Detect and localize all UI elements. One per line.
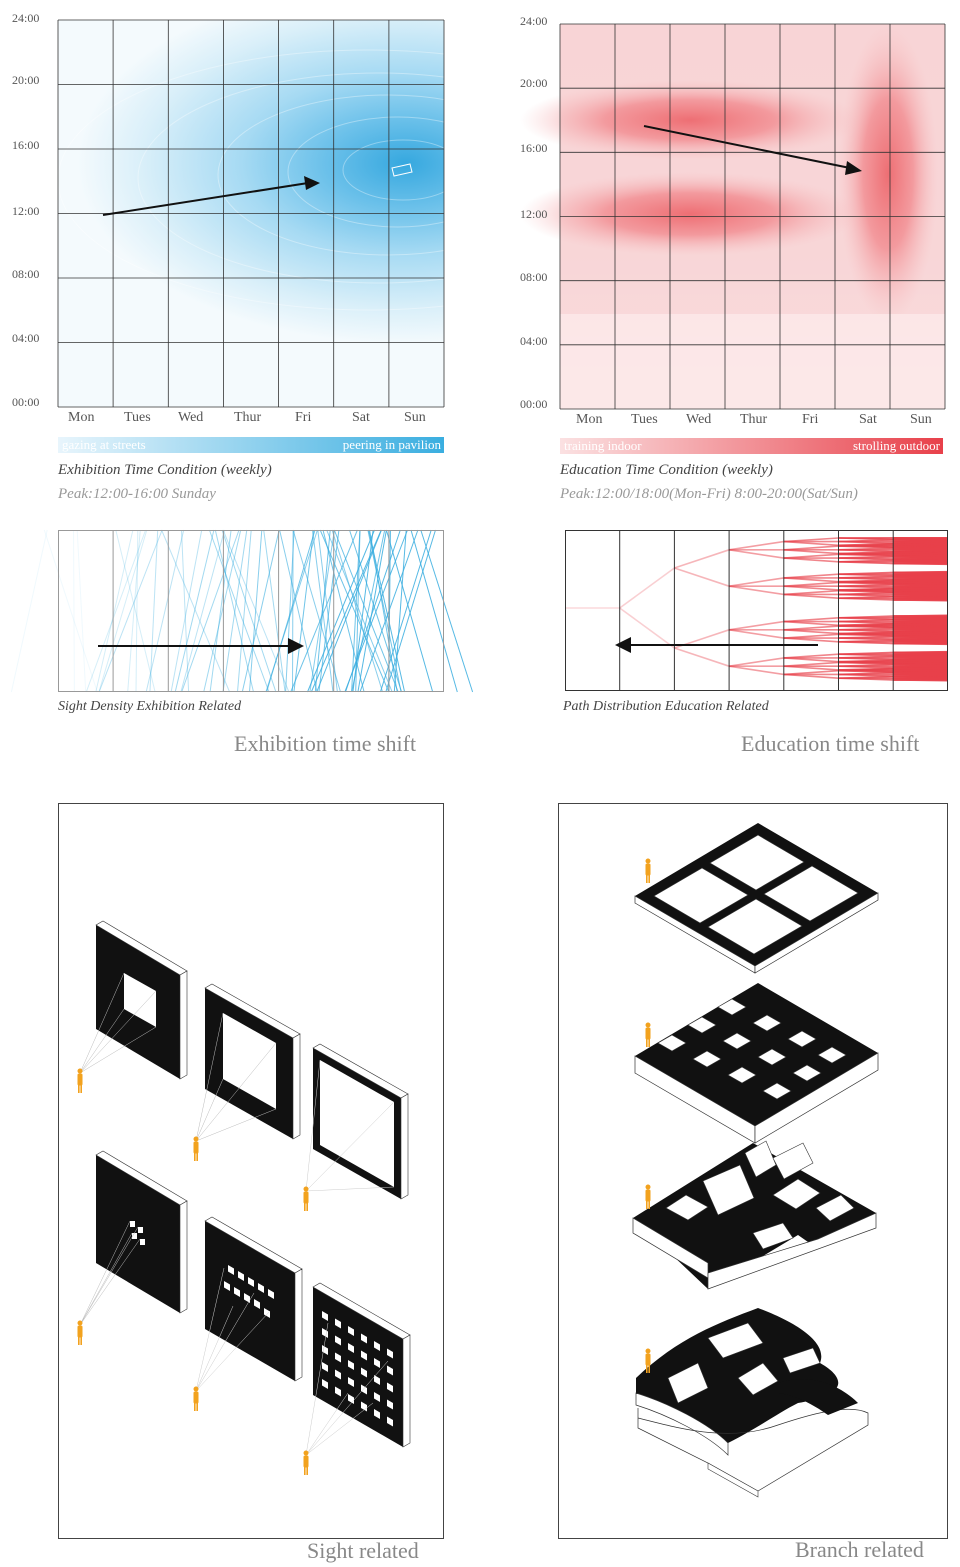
- sight-line: [99, 530, 162, 692]
- exhibition-chart-title: Exhibition Time Condition (weekly): [58, 462, 272, 478]
- exhibition-peak-text: Peak:12:00-16:00 Sunday: [58, 486, 216, 502]
- path-branch: [893, 564, 948, 565]
- y-tick: 04:00: [520, 334, 548, 348]
- sight-line: [264, 530, 285, 692]
- education-section-title: Education time shift: [741, 731, 920, 756]
- path-branch: [729, 630, 784, 638]
- sight-line: [182, 530, 189, 692]
- education-heatmap: [560, 24, 945, 409]
- y-tick: 16:00: [520, 141, 548, 155]
- exhibition-legend-bar: [58, 437, 444, 453]
- sight-line: [11, 530, 47, 692]
- x-tick: Sun: [910, 412, 932, 427]
- sight-line: [96, 530, 133, 692]
- education-peak-text: Peak:12:00/18:00(Mon-Fri) 8:00-20:00(Sat/Sun): [560, 486, 858, 502]
- path-branch: [729, 622, 784, 630]
- sight-line: [128, 530, 141, 692]
- x-tick: Fri: [802, 412, 819, 427]
- sight-line: [44, 530, 97, 692]
- path-branch: [674, 568, 729, 586]
- x-tick: Wed: [686, 412, 712, 427]
- education-legend-bar: [560, 438, 943, 454]
- y-tick: 08:00: [520, 270, 548, 284]
- path-branch: [674, 550, 729, 568]
- x-tick: Tues: [124, 410, 151, 425]
- path-branch: [729, 578, 784, 586]
- path-branch: [674, 648, 729, 666]
- y-tick: 00:00: [520, 397, 548, 411]
- y-tick: 12:00: [12, 204, 40, 218]
- x-tick: Mon: [576, 412, 603, 427]
- sight-line: [77, 530, 86, 692]
- path-branch: [729, 666, 784, 674]
- legend-left-label: gazing at streets: [62, 437, 146, 452]
- y-tick: 00:00: [12, 395, 40, 409]
- branch-related-panel: [558, 803, 948, 1539]
- sight-density-diagram: [58, 530, 444, 692]
- path-branch: [620, 568, 675, 608]
- sight-line: [411, 530, 457, 692]
- path-distribution-caption: Path Distribution Education Related: [563, 699, 769, 714]
- sight-line: [394, 530, 406, 692]
- sight-line: [308, 530, 375, 692]
- x-tick: Sat: [859, 412, 877, 427]
- sight-line: [294, 530, 314, 692]
- x-tick: Mon: [68, 410, 95, 425]
- y-tick: 20:00: [520, 76, 548, 90]
- x-tick: Sun: [404, 410, 426, 425]
- y-tick: 20:00: [12, 73, 40, 87]
- sight-related-title: Sight related: [307, 1538, 419, 1563]
- x-tick: Wed: [178, 410, 204, 425]
- sight-line: [182, 530, 239, 692]
- education-chart-title: Education Time Condition (weekly): [560, 462, 773, 478]
- y-tick: 08:00: [12, 267, 40, 281]
- y-tick: 24:00: [12, 11, 40, 25]
- path-branch: [729, 542, 784, 550]
- x-tick: Thur: [740, 412, 768, 427]
- x-tick: Thur: [234, 410, 262, 425]
- sight-line: [99, 530, 147, 692]
- sight-line: [175, 530, 214, 692]
- sight-line: [162, 530, 230, 692]
- sight-line: [421, 530, 473, 692]
- sight-line: [171, 530, 202, 692]
- exhibition-heatmap: [58, 20, 444, 407]
- path-branch: [729, 658, 784, 666]
- x-tick: Tues: [631, 412, 658, 427]
- y-tick: 12:00: [520, 207, 548, 221]
- legend-right-label: peering in pavilion: [342, 437, 441, 452]
- x-tick: Sat: [352, 410, 370, 425]
- exhibition-section-title: Exhibition time shift: [234, 731, 417, 756]
- sight-line: [116, 530, 155, 692]
- sight-line: [146, 530, 184, 692]
- sight-related-panel: [58, 803, 444, 1539]
- y-tick: 04:00: [12, 331, 40, 345]
- sight-line: [74, 530, 75, 692]
- y-tick: 24:00: [520, 14, 548, 28]
- path-branch: [893, 644, 948, 645]
- sight-line: [369, 530, 405, 692]
- path-branch: [893, 680, 948, 681]
- y-tick: 16:00: [12, 138, 40, 152]
- path-branch: [729, 550, 784, 558]
- sight-density-caption: Sight Density Exhibition Related: [58, 699, 242, 714]
- sight-line: [280, 530, 317, 692]
- path-distribution-diagram: [565, 530, 948, 691]
- path-branch: [893, 600, 948, 601]
- x-tick: Fri: [295, 410, 312, 425]
- legend-right-label: strolling outdoor: [852, 438, 940, 453]
- path-branch: [729, 586, 784, 594]
- sight-line: [380, 530, 431, 692]
- sight-line: [150, 530, 158, 692]
- legend-left-label: training indoor: [564, 438, 642, 453]
- branch-related-title: Branch related: [795, 1537, 924, 1562]
